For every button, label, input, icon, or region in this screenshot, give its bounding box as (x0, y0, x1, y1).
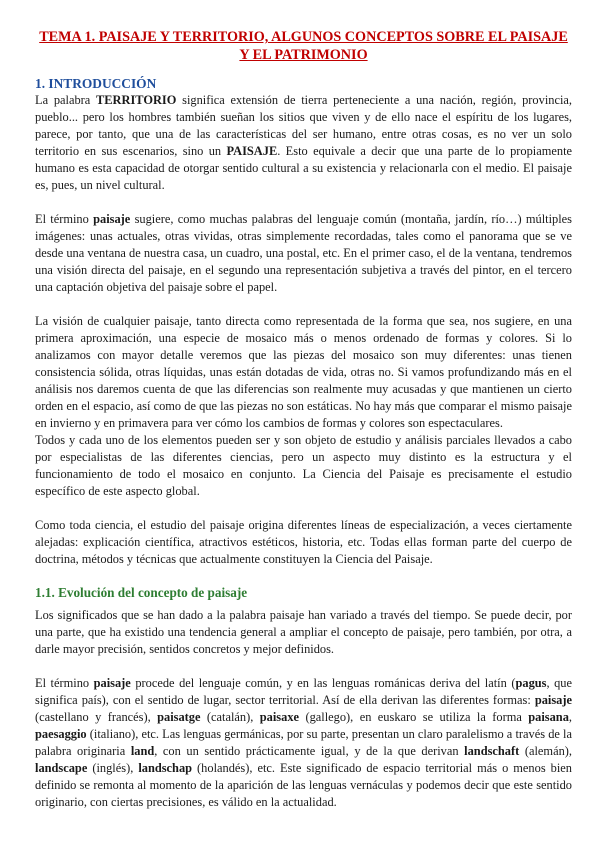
term: landscape (35, 761, 88, 775)
text-run: sugiere, como muchas palabras del lenguaje común (montaña, jardín, río…) múltiples imágenes: unas actuales, otras vividas, otras simplemente recordadas, tales como el panorama que se ve desde una ventana de nuestra casa, un cuadro, una postal, etc. En el primer caso, el de la ventana, tendremos una visión directa del paisaje, en el segundo una representación subjetiva a través del pintor, en el tercero una captación objetiva del paisaje sobre el papel. (35, 212, 572, 294)
term: paisaje (93, 676, 131, 690)
paragraph-vision-paisaje: La visión de cualquier paisaje, tanto directa como representada de la forma que sea, nos sugiere, en una primera aproximación, una especie de mosaico más o menos ordenado de formas y colores. Si lo analizamos con mayor detalle veremos que las piezas del mosaico son muy diferentes: unas tienen consistencia sólida, otras líquidas, unas están dotadas de vida, otras no. Si vamos profundizando más en el análisis nos daremos cuenta de que las diferencias son realmente muy acusadas y que mantienen un cierto orden en el espacio, así como de que las piezas no son estáticas. No hay más que comparar el mismo paisaje en invierno y en primavera para ver cómo los cambios de formas y colores son espectaculares. (35, 314, 572, 430)
title-line-2: Y EL PATRIMONIO (239, 47, 368, 63)
text-run: (alemán), (519, 744, 572, 758)
section-heading-introduccion: 1. INTRODUCCIÓN (35, 76, 157, 91)
term: paesaggio (35, 727, 87, 741)
term: land (130, 744, 155, 758)
paragraph-ciencia: Como toda ciencia, el estudio del paisaje origina diferentes líneas de especialización, a veces ciertamente alejadas: explicación científica, atractivos estéticos, historia, etc. Todas ellas forman parte del cuerpo de doctrina, métodos y técnicas que actualmente constituyen la Ciencia del Paisaje. (35, 518, 572, 566)
document-title (35, 28, 572, 64)
term: paisatge (157, 710, 201, 724)
text-run: (castellano y francés), (35, 710, 158, 724)
text-run: , con un sentido prácticamente igual, y de la que derivan (154, 744, 465, 758)
term: paisaje (534, 693, 572, 707)
text-run: procede del lenguaje común, y en las lenguas románicas deriva del latín ( (130, 676, 516, 690)
paragraph-significados: Los significados que se han dado a la palabra paisaje han variado a través del tiempo. Se puede decir, por una parte, que ha existido una tendencia general a ampliar el concepto de paisaje, pero también, por otra, a darle mayor precisión, sentidos concretos y mejor definidos. (35, 608, 572, 656)
text-run: , que significa país), con el sentido de lugar, sector territorial. Así de ella derivan las diferentes formas: (35, 676, 573, 707)
term-paisaje: paisaje (93, 212, 131, 226)
term: landschap (138, 761, 193, 775)
text-run: . Esto equivale a decir que una parte de lo propiamente humano es esta capacidad de otorgar sentido cultural a su existencia y relacionarla con el medio. El paisaje es, pues, un nivel cultural. (35, 144, 573, 192)
term: landschaft (464, 744, 520, 758)
text-run: (holandés), etc. Este significado de espacio territorial más o menos bien definido se remonta al momento de la aparición de las lenguas vernáculas y podemos decir que este sentido originario, con ciertas precisiones, es válido en la actualidad. (35, 761, 572, 809)
text-run: significa extensión de tierra perteneciente a una nación, región, provincia, pueblo... pero los hombres también sueñan los sitios que viven y de ello nace el espíritu de los lugares, parece, por tanto, que una de las características del ser humano, entre otras cosas, es no ver un solo territorio en sus escenarios, sino un (35, 93, 573, 158)
paragraph-territorio (35, 92, 572, 194)
term: pagus (515, 676, 547, 690)
text-run: El término (35, 212, 94, 226)
text-run: (catalán), (200, 710, 260, 724)
text-run: (gallego), en euskaro se utiliza la forma (299, 710, 529, 724)
paragraph-termino-paisaje (35, 211, 572, 296)
paragraph-etimologia (35, 675, 572, 811)
term: paisaxe (259, 710, 300, 724)
section-heading-evolucion: 1.1. Evolución del concepto de paisaje (35, 585, 248, 600)
title-line-1: TEMA 1. PAISAJE Y TERRITORIO, ALGUNOS CONCEPTOS SOBRE EL PAISAJE (39, 29, 568, 45)
document-page (35, 28, 572, 811)
text-run: La palabra (35, 93, 97, 107)
text-run: , (568, 710, 573, 724)
text-run: (inglés), (87, 761, 139, 775)
term: paisana (528, 710, 569, 724)
term-territorio: TERRITORIO (96, 93, 177, 107)
paragraph-elementos: Todos y cada uno de los elementos pueden ser y son objeto de estudio y análisis parciales llevados a cabo por especialistas de las diferentes ciencias, pero un aspecto muy distinto es la estructura y el funcionamiento de todo el mosaico en conjunto. La Ciencia del Paisaje es precisamente el estudio específico de este aspecto global. (35, 433, 572, 498)
text-run: El término (35, 676, 94, 690)
text-run: (italiano), etc. Las lenguas germánicas, por su parte, presentan un claro paralelismo a través de la palabra originaria (35, 727, 572, 758)
term-paisaje: PAISAJE (226, 144, 278, 158)
